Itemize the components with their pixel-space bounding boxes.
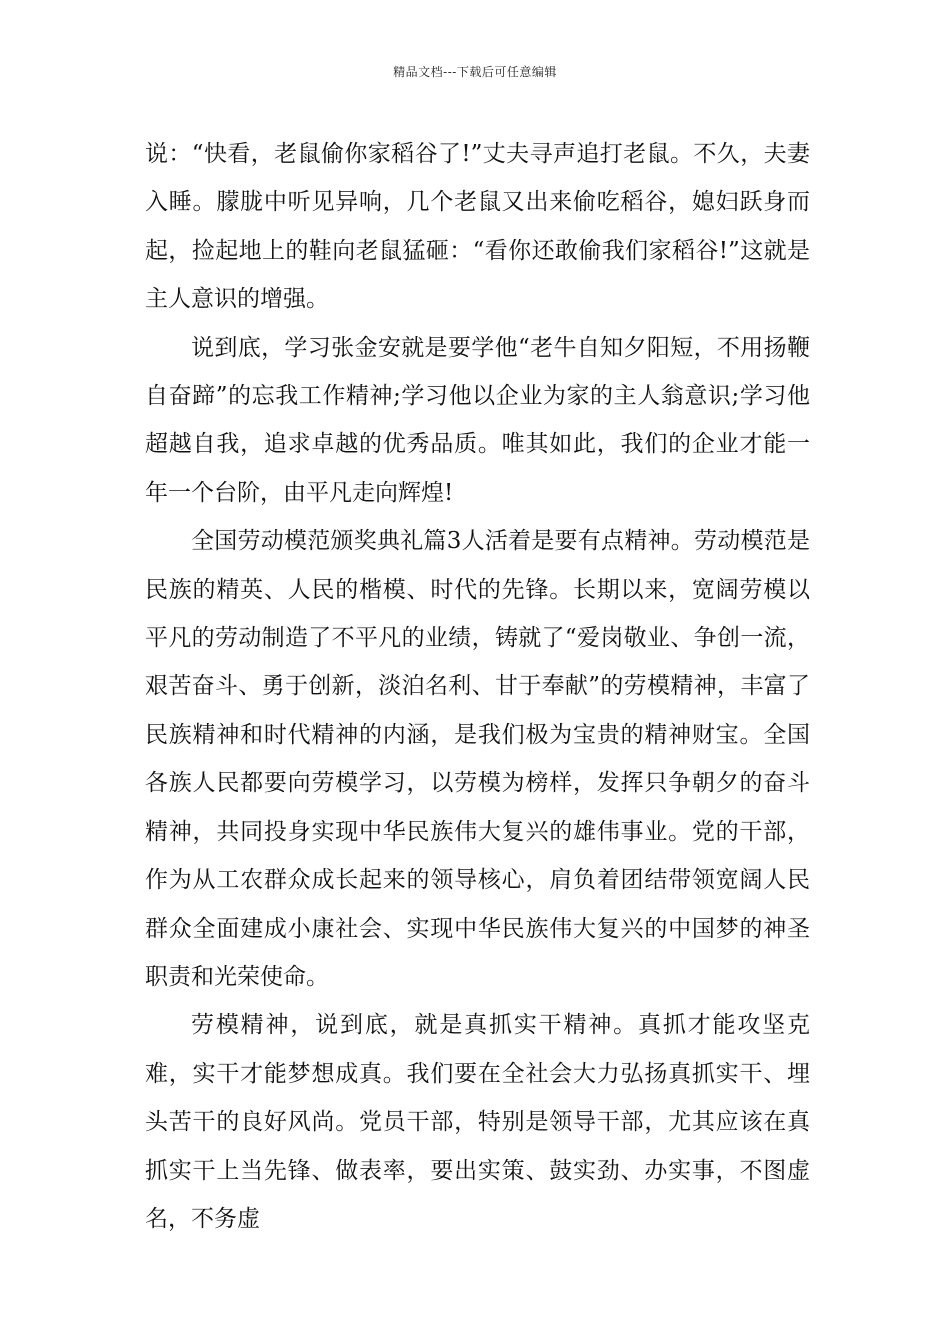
- page-header: 精品文档---下载后可任意编辑: [393, 65, 557, 79]
- paragraph-1: 说：“快看，老鼠偷你家稻谷了!”丈夫寻声追打老鼠。不久，夫妻入睡。朦胧中听见异响，几个老鼠又出来偷吃稻谷，媳妇跃身而起，捡起地上的鞋向老鼠猛砸：“看你还敢偷我们家稻谷!”这就是主人意识的增强。: [145, 141, 810, 313]
- document-body: [145, 130, 810, 1243]
- paragraph-2: 说到底，学习张金安就是要学他“老牛自知夕阳短，不用扬鞭自奋蹄”的忘我工作精神;学习他以企业为家的主人翁意识;学习他超越自我，追求卓越的优秀品质。唯其如此，我们的企业才能一年一个台阶，由平凡走向辉煌!: [145, 334, 810, 506]
- paragraph-4: 劳模精神，说到底，就是真抓实干精神。真抓才能攻坚克难，实干才能梦想成真。我们要在全社会大力弘扬真抓实干、埋头苦干的良好风尚。党员干部，特别是领导干部，尤其应该在真抓实干上当先锋、做表率，要出实策、鼓实劲、办实事，不图虚名，不务虚: [145, 1012, 810, 1232]
- paragraph-3: 全国劳动模范颁奖典礼篇3人活着是要有点精神。劳动模范是民族的精英、人民的楷模、时代的先锋。长期以来，宽阔劳模以平凡的劳动制造了不平凡的业绩，铸就了“爱岗敬业、争创一流，艰苦奋斗、勇于创新，淡泊名利、甘于奉献”的劳模精神，丰富了民族精神和时代精神的内涵，是我们极为宝贵的精神财宝。全国各族人民都要向劳模学习，以劳模为榜样，发挥只争朝夕的奋斗精神，共同投身实现中华民族伟大复兴的雄伟事业。党的干部，作为从工农群众成长起来的领导核心，肩负着团结带领宽阔人民群众全面建成小康社会、实现中华民族伟大复兴的中国梦的神圣职责和光荣使命。: [145, 528, 810, 990]
